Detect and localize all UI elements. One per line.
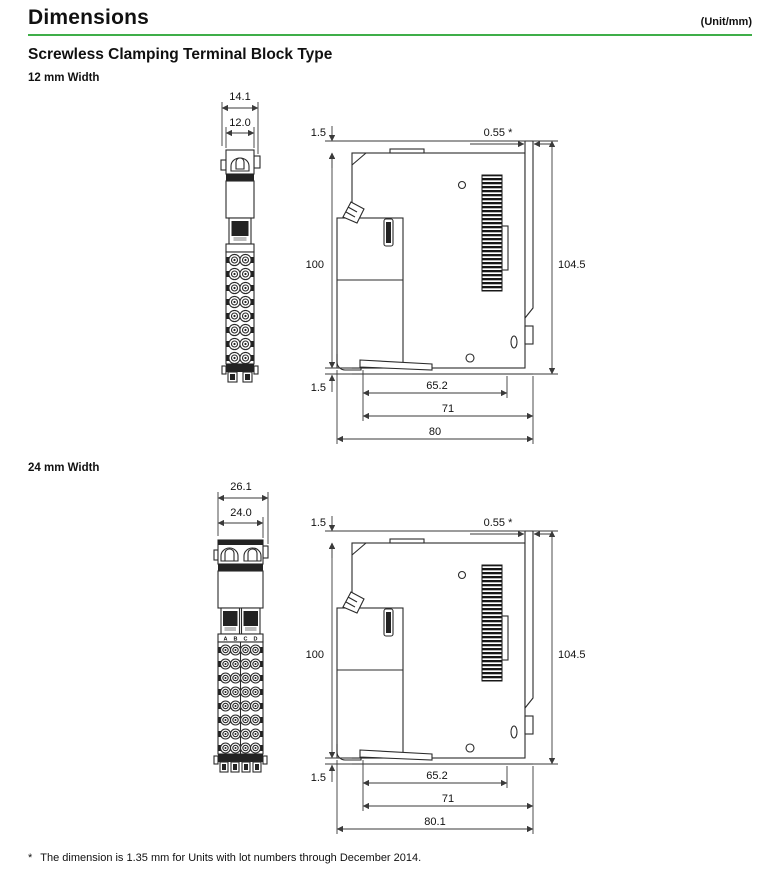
footnote <box>28 852 752 864</box>
side-view-24mm <box>306 516 586 834</box>
dim-body-height: 100 <box>305 649 324 661</box>
header-rule <box>28 34 752 36</box>
dim-outer-width: 26.1 <box>230 481 252 493</box>
front-dimensions <box>222 91 258 154</box>
page-title: Dimensions <box>28 6 150 29</box>
side-body <box>337 531 533 764</box>
figure-12mm-drawing <box>0 86 780 454</box>
dim-bottom-offset: 1.5 <box>310 772 326 784</box>
dim-outer-width: 14.1 <box>229 91 251 103</box>
dim-depth-mid: 71 <box>441 793 455 805</box>
terminal-col-label-d: D <box>253 636 258 643</box>
dim-depth-mid: 71 <box>441 403 455 415</box>
dim-rail-gap: 0.55 * <box>483 127 513 139</box>
front-view-24mm <box>214 481 268 772</box>
front-dimensions <box>218 481 268 544</box>
front-body <box>221 150 260 382</box>
dim-rail-gap: 0.55 * <box>483 517 513 529</box>
front-body <box>214 540 268 772</box>
dim-bottom-offset: 1.5 <box>310 382 326 394</box>
dim-total-height: 104.5 <box>558 649 586 661</box>
dim-depth-inner: 65.2 <box>426 380 448 392</box>
terminal-col-label-c: C <box>243 636 248 643</box>
dim-inner-width: 12.0 <box>229 117 251 129</box>
dim-top-offset: 1.5 <box>310 517 326 529</box>
page-header <box>28 6 752 30</box>
side-view-12mm <box>306 126 586 444</box>
figure-24mm-label: 24 mm Width <box>28 462 100 474</box>
figure-12mm-label: 12 mm Width <box>28 72 100 84</box>
dim-total-height: 104.5 <box>558 259 586 271</box>
dim-depth-inner: 65.2 <box>426 770 448 782</box>
terminal-col-label-a: A <box>223 636 228 643</box>
dim-depth-total: 80 <box>428 426 442 438</box>
footnote-marker: * <box>28 852 33 864</box>
figure-24mm-drawing <box>0 476 780 844</box>
dim-top-offset: 1.5 <box>310 127 326 139</box>
footnote-text: The dimension is 1.35 mm for Units with lot numbers through December 2014. <box>40 852 422 864</box>
dim-inner-width: 24.0 <box>230 507 252 519</box>
front-view-12mm <box>221 91 260 382</box>
dim-depth-total: 80.1 <box>424 816 446 828</box>
section-title: Screwless Clamping Terminal Block Type <box>28 46 333 63</box>
dim-body-height: 100 <box>305 259 324 271</box>
side-body <box>337 141 533 374</box>
terminal-col-label-b: B <box>233 636 238 643</box>
unit-note: (Unit/mm) <box>700 16 752 28</box>
